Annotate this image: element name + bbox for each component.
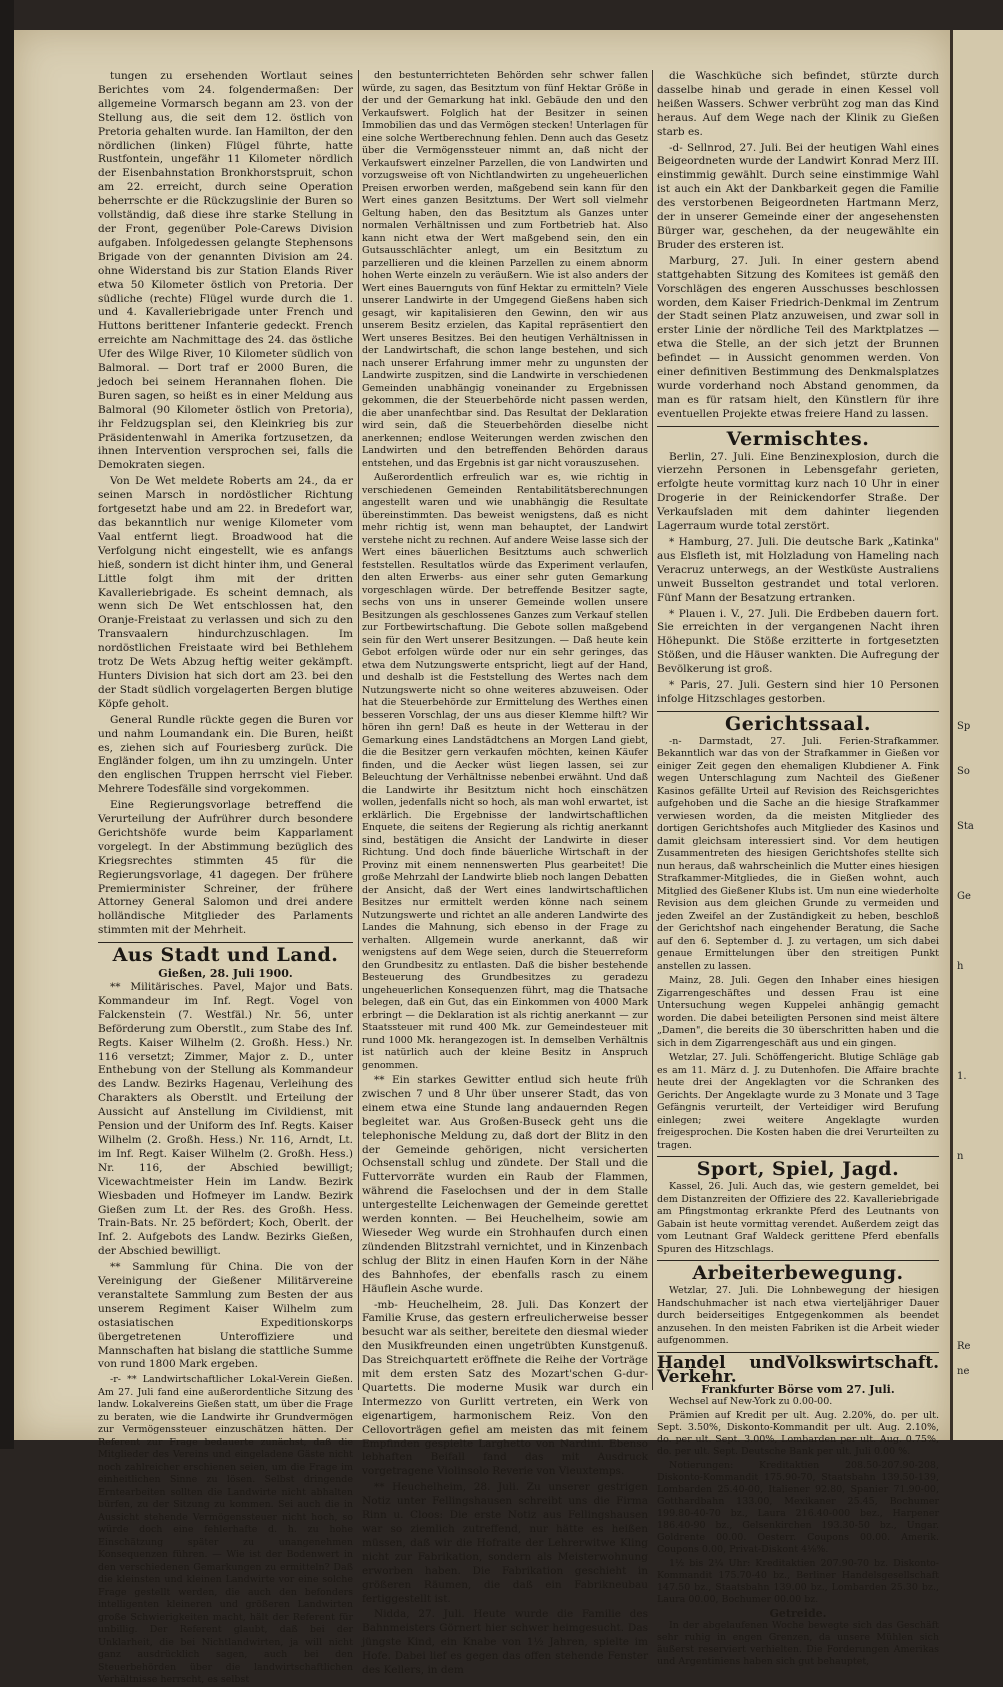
bourse-line: 1½ bis 2¼ Uhr: Kreditaktien 207.90-70 bz. Diskonto-Kommandit 175.70-40 bz., Berliner Handelsgesellschaft 147.50 bz., Staatsbahn 139.00 bz., Lombarden 25.30 bz., Laura 00.00, Bochumer 00.00 bz. bbox=[657, 1558, 939, 1606]
news-item: Mainz, 28. Juli. Gegen den Inhaber eines hiesigen Zigarrengeschäftes und dessen Frau ist eine Untersuchung wegen Kuppelei anhängig gemacht worden. Die dabei beteiligten Personen sind meist ältere „Damen", die bereits die 30 überschritten haben und die sich in dem Zigarrengeschäft aus und ein gingen. bbox=[657, 975, 939, 1049]
section-divider bbox=[657, 426, 939, 427]
bourse-report bbox=[657, 1384, 939, 1668]
section-divider bbox=[98, 942, 353, 943]
paragraph: -r- ** Landwirtschaftlicher Lokal-Verein Gießen. Am 27. Juli fand eine außerordentliche Sitzung des landw. Lokalvereins Gießen statt, um über die Frage zu beraten, wie die Landwirte ihr Grundvermögen zur Vermögenssteuer einzuschätzen hätten. Der Referent zur Frage bedauerte zunächst, daß die Mitglieder des Vereins und eingeladene Gäste nicht noch zahlreicher erschienen seien, um die Frage im einheitlichen Sinne zu lösen. Selbst dringende Erntearbeiten sollten die Landwirte nicht abhalten bürfen, zu der Sitzung zu kommen. Sei auch die in Aussicht stehende Vermögenssteuer nicht hoch, so würde doch eine fehlerhafte d. h. zu hohe Einschätzung später zu unangenehmen Konsequenzen führen. — Wie ist der Bodenwert in den verschiedenen Gemarkungen zu ermitteln? Daß die kleinsten und kleinen Landwirte vor eine solche Frage gestellt werden, die auch den befonders intelligenten kleineren und größeren Landwirten große Schwierigkeiten macht, hält der Referent für unbillig. Der Referent glaubt, daß bei der Unklarheit, die bei Nichtlandwirten, ja will nicht ganz ausdrücklich sagen, auch bei den Steuerbehörden über die landwirtschaftlichen Verhältnisse herrscht, es selbst bbox=[98, 1374, 353, 1686]
paragraph: Von De Wet meldete Roberts am 24., da er seinen Marsch in nordöstlicher Richtung fortgesetzt habe und am 22. in Bredefort war, das bekanntlich nur wenige Kilometer vom Vaal entfernt liegt. Broadwood hat die Verfolgung nicht eingestellt, wie es anfangs hieß, sondern ist dicht hinter ihm, und General Little folgt ihm mit der dritten Kavalleriebrigade. Es scheint demnach, als wenn sich De Wet entschlossen hat, den Oranje-Freistaat zu verlassen und sich zu den Transvaalern hindurchzuschlagen. Im nordöstlichen Freistaate wird bei Bethlehem trotz De Wets Abzug heftig weiter gekämpft. Hunters Division hat sich dort am 23. bei den der Stadt südlich vorgelagerten Bergen blutige Köpfe geholt. bbox=[98, 475, 353, 710]
adjacent-page-text-fragment: 1. bbox=[957, 1071, 967, 1082]
paragraph: die Waschküche sich befindet, stürzte durch dasselbe hinab und gerade in einen Kessel voll heißen Wassers. Schwer verbrüht zog man das Kind heraus. Auf dem Wege nach der Klinik zu Gießen starb es. bbox=[657, 70, 939, 138]
section-heading-arbeiterbewegung: Arbeiterbewegung. bbox=[692, 1262, 904, 1285]
paragraph: ** Ein starkes Gewitter entlud sich heute früh zwischen 7 und 8 Uhr über unserer Stadt, das von einem etwa eine Stunde lang andauernden Regen begleitet war. Aus Großen-Buseck geht uns die telephonische Meldung zu, daß dort der Blitz in den der Gemeinde gehörigen, nicht versicherten Ochsenstall schlug und zündete. Der Stall und die Futtervorräte wurden ein Raub der Flammen, während die Faselochsen und der in dem Stalle untergestellte Leichenwagen der Gemeinde gerettet werden konnten. — Bei Heuchelheim, sowie am Wieseder Weg wurde ein Strohhaufen durch einen zündenden Blitzstrahl vernichtet, und in Kinzenbach schlug der Blitz in einen Haufen Korn in der Nähe des Bahnhofes, der ebenfalls rasch zu einem Häuflein Asche wurde. bbox=[362, 1074, 648, 1295]
paragraph: den bestunterrichteten Behörden sehr schwer fallen würde, zu sagen, das Besitztum von fünf Hektar Größe in der und der Gemarkung hat inkl. Gebäude den und den Verkaufswert. Folglich hat der Besitzer in seinen Immobilien das und das Vermögen stecken! Unterlagen für eine solche Wertberechnung fehlen. Denn auch das Gesetz über die Vermögenssteuer nimmt an, daß nicht der Verkaufswert einzelner Parzellen, die von Landwirten und vorzugsweise oft von Nichtlandwirten zu ungeheuerlichen Preisen erworben werden, maßgebend sein kann für den Wert eines ganzen Besitztums. Der Wert soll vielmehr Geltung haben, den das Besitztum als Ganzes unter normalen Verhältnissen und zum Fortbetrieb hat. Also kann nicht etwa der Wert maßgebend sein, den ein Gutsausschlächter anlegt, um ein Besitztum zu parzellieren und die kleinen Parzellen zu einem abnorm hohen Werte einzeln zu veräußern. Wie ist also anders der Wert eines Bauernguts von fünf Hektar zu ermitteln? Viele unserer Landwirte in der Umgegend Gießens haben sich gesagt, wir kapitalisieren den Gewinn, den wir aus unserem Besitz erzielen, das Kapital repräsentiert den Wert unseres Besitzes. Bei den heutigen Verhältnissen in der Landwirtschaft, die schon lange bestehen, und sich nach unserer Erfahrung immer mehr zu ungunsten der Landwirte zuspitzen, sind die Landwirte in verschiedenen Gemeinden unabhängig voneinander zu Ergebnissen gekommen, die der Steuerbehörde nicht passen werden, die aber unanfechtbar sind. Das Resultat der Deklaration wird sein, daß die Steuerbehörden dieselbe nicht anerkennen; endlose Weiterungen werden zwischen den Landwirten und den betreffenden Behörden daraus entstehen, und das Ergebnis ist gar nicht vorauszusehen. bbox=[362, 70, 648, 469]
column-2 bbox=[362, 70, 648, 1677]
heading-volkswirtschaft: Volkswirtschaft. bbox=[785, 1352, 939, 1373]
getreide-heading: Getreide. bbox=[769, 1607, 827, 1621]
section-heading-sport: Sport, Spiel, Jagd. bbox=[696, 1158, 900, 1181]
section-heading-handel bbox=[657, 1352, 939, 1387]
adjacent-page-text-fragment: ne bbox=[957, 1366, 970, 1377]
paragraph: ** Sammlung für China. Die von der Vereinigung der Gießener Militärvereine veranstaltete Sammlung zum Besten der aus unserem Regiment Kaiser Wilhelm zum ostasiatischen Expeditionskorps übergetretenen Unteroffiziere und Mannschaften hat bislang die stattliche Summe von rund 1800 Mark ergeben. bbox=[98, 1261, 353, 1371]
bourse-line: Wechsel auf New-York zu 0.00-00. bbox=[669, 1396, 833, 1408]
dateline: Gießen, 28. Juli 1900. bbox=[158, 967, 293, 981]
getreide-text: In der abgelaufenen Woche bewegte sich das Geschäft sehr ruhig in engen Grenzen, da unsere Mühlen sich äußerst reserviert verhielten. Die Forderungen Amerikas und Argentiniens haben sich gut behauptet, bbox=[657, 1620, 939, 1668]
column-rule bbox=[652, 70, 653, 1390]
section-divider bbox=[657, 1156, 939, 1157]
adjacent-page-edge bbox=[950, 30, 1003, 1440]
news-item: Wetzlar, 27. Juli. Schöffengericht. Blutige Schläge gab es am 11. März d. J. zu Dutenhofen. Die Affaire brachte heute drei der Angeklagten vor die Schranken des Gerichts. Der Angeklagte wurde zu 3 Monate und 3 Tage Gefängnis verurteilt, der Verteidiger wird Berufung einlegen; zwei weitere Angeklagte wurden freigesprochen. Die Kosten haben die drei Verurteilten zu tragen. bbox=[657, 1052, 939, 1151]
adjacent-page-text-fragment: Re bbox=[957, 1341, 971, 1352]
paragraph: ** Militärisches. Pavel, Major und Bats. Kommandeur im Inf. Regt. Vogel von Falckenstein (7. Westfäl.) Nr. 56, unter Beförderung zum Oberstlt., zum Stabe des Inf. Regts. Kaiser Wilhelm (2. Großh. Hess.) Nr. 116 versetzt; Zimmer, Major z. D., unter Enthebung von der Stellung als Kommandeur des Landw. Bezirks Hagenau, Verleihung des Charakters als Oberstlt. und Erteilung der Aussicht auf Anstellung im Civildienst, mit Pension und der Uniform des Inf. Regts. Kaiser Wilhelm (2. Großh. Hess.) Nr. 116, Arndt, Lt. im Inf. Regt. Kaiser Wilhelm (2. Großh. Hess.) Nr. 116, der Abschied bewilligt; Vicewachtmeister Hein im Landw. Bezirk Wiesbaden und Hofmeyer im Landw. Bezirk Gießen zum Lt. der Res. des Großh. Hess. Train-Bats. Nr. 25 befördert; Koch, Oberlt. der Inf. 2. Aufgebots des Landw. Bezirks Gießen, der Abschied bewilligt. bbox=[98, 981, 353, 1258]
news-item: Kassel, 26. Juli. Auch das, wie gestern gemeldet, bei dem Distanzreiten der Offiziere des 22. Kavalleriebrigade am Pfingstmontag erkrankte Pferd des Leutnants von Gabain ist heute vormittag verendet. Außerdem zeigt das vom Leutnant Graf Waldeck gerittene Pferd ebenfalls Spuren des Hitzschlags. bbox=[657, 1181, 939, 1255]
news-item: * Plauen i. V., 27. Juli. Die Erdbeben dauern fort. Sie erreichten in der vergangenen Nacht ihren Höhepunkt. Die Stöße erzitterte in fortgesetzten Stößen, und die Häuser wankten. Die Aufregung der Bevölkerung ist groß. bbox=[657, 607, 939, 676]
adjacent-page-text-fragment: So bbox=[957, 766, 970, 777]
paragraph: -mb- Heuchelheim, 28. Juli. Das Konzert der Familie Kruse, das gestern erfreulicherweise besser besucht war als seither, bereitete den diesmal wieder den Musikfreunden einen ungetrübten Kunstgenuß. Das Streichquartett eröffnete die Reihe der Vorträge mit dem ersten Satz des Mozart'schen G-dur-Quartetts. Die moderne Musik war durch ein Intermezzo von Gurlitt vertreten, ein Werk von eigenartigem, harmonischem Reiz. Von den Cellovorträgen gefiel am meisten das mit feinem Empfinden gespielte Larghetto von Nardini. Ebenso lebhaften Beifall fand das mit Ausdruck vorgetragene Violinsolo Reverie von Vieuxtemps. bbox=[362, 1298, 648, 1478]
adjacent-page-text-fragment: Ge bbox=[957, 891, 971, 902]
column-3 bbox=[657, 70, 939, 1668]
adjacent-page-text-fragment: Sta bbox=[957, 821, 974, 832]
news-item: -n- Darmstadt, 27. Juli. Ferien-Strafkammer. Bekanntlich war das von der Strafkammer in Gießen vor einiger Zeit gegen den ehemaligen Klubdiener A. Fink wegen Unterschlagung zum Nachteil des Gießener Kasinos gefällte Urteil auf Revision des Reichsgerichtes aufgehoben und die Sache an die hiesige Strafkammer verwiesen worden, da die meisten Mitglieder des dortigen Gerichtshofes auch Mitglieder des Kasinos und damit gleichsam interessiert sind. Vor dem heutigen Zusammentreten des hiesigen Gerichtshofes stellte sich nun heraus, daß wahrscheinlich die Mutter eines hiesigen Strafkammer-Mitgliedes, die in Gießen wohnt, auch Mitglied des Gießener Klubs ist. Um nun eine wiederholte Revision aus dem gleichen Grunde zu vermeiden und jeden Zweifel an der Zuständigkeit zu heben, beschloß der Gerichtshof nach eingehender Beratung, die Sache auf den 6. September d. J. zu vertagen, um sich dabei genaue Ermittelungen über den streitigen Punkt anstellen zu lassen. bbox=[657, 735, 939, 972]
section-heading-gerichtssaal: Gerichtssaal. bbox=[724, 712, 872, 735]
heading-handel-verkehr: Handel und Verkehr. bbox=[657, 1352, 786, 1387]
paragraph: Nidda, 27. Juli. Heute wurde die Familie des Bahnmeisters Görnert hier schwer heimgesucht. Das jüngste Kind, ein Knabe von 1½ Jahren, spielte im Hofe. Dabei lief es gegen das offen stehende Fenster des Kellers, in dem bbox=[362, 1608, 648, 1677]
news-item: Wetzlar, 27. Juli. Die Lohnbewegung der hiesigen Handschuhmacher ist nach etwa vierteljähriger Dauer durch beiderseitiges Entgegenkommen als beendet anzusehen. In den meisten Fabriken ist die Arbeit wieder aufgenommen. bbox=[657, 1285, 939, 1347]
section-heading-vermischtes: Vermischtes. bbox=[726, 427, 870, 450]
section-heading-stadt-land: Aus Stadt und Land. bbox=[112, 944, 339, 967]
bourse-title: Frankfurter Börse vom 27. Juli. bbox=[701, 1383, 895, 1397]
paragraph: -d- Sellnrod, 27. Juli. Bei der heutigen Wahl eines Beigeordneten wurde der Landwirt Konrad Merz III. einstimmig gewählt. Durch seine einstimmige Wahl ist auch ein Akt der Dankbarkeit gegen die Familie des verstorbenen Beigeordneten Hartmann Merz, der in unserer Gemeinde einer der angesehensten Bürger war, geschehen, da der neugewählte ein Bruder des ersteren ist. bbox=[657, 141, 939, 251]
adjacent-page-text-fragment: Sp bbox=[957, 721, 971, 732]
paragraph: Eine Regierungsvorlage betreffend die Verurteilung der Aufrührer durch besondere Gerichtshöfe wurde beim Kapparlament vorgelegt. In der Abstimmung bezüglich des Kriegsrechtes stimmten 45 für die Regierungsvorlage, 41 dagegen. Der frühere Premierminister Schreiner, der frühere Attorney General Salomon und drei andere holländische Mitglieder des Parlaments stimmten mit der Mehrheit. bbox=[98, 799, 353, 937]
paragraph: Marburg, 27. Juli. In einer gestern abend stattgehabten Sitzung des Komitees ist gemäß den Vorschlägen des engeren Ausschusses beschlossen worden, dem Kaiser Friedrich-Denkmal im Zentrum der Stadt seinen Platz anzuweisen, und zwar soll in erster Linie der nördliche Teil des Marktplatzes — etwa die Stelle, an der sich jetzt der Brunnen befindet — in Aussicht genommen werden. Von einer definitiven Bestimmung des Denkmalsplatzes wurde vorderhand noch Abstand genommen, da man es für ratsam hielt, den Künstlern für ihre eventuellen Projekte etwas freiere Hand zu lassen. bbox=[657, 254, 939, 420]
paragraph: General Rundle rückte gegen die Buren vor und nahm Loumandank ein. Die Buren, heißt es, ziehen sich auf Fouriesberg zurück. Die Engländer folgen, um ihn zu umzingeln. Unter den englischen Truppen herrscht viel Fieber. Mehrere Todesfälle sind vorgekommen. bbox=[98, 713, 353, 796]
section-divider bbox=[657, 711, 939, 712]
adjacent-page-text-fragment: h bbox=[957, 961, 964, 972]
paragraph: Außerordentlich erfreulich war es, wie richtig in verschiedenen Gemeinden Rentabilitätsberechnungen angestellt waren und wie unabhängig die Resultate übereinstimmten. Das beweist wenigstens, daß es nicht mehr richtig ist, wenn man behauptet, der Landwirt verstehe nicht zu rechnen. Auf andere Weise lasse sich der Wert eines bäuerlichen Besitztums auch schwerlich feststellen. Resultatlos würde das Experiment verlaufen, den alten Erwerbs- aus einer sehr guten Gemarkung vorgeschlagen würde. Der betreffende Besitzer sagte, sechs von uns in unserer Gemeinde wollen unsere Besitzungen als geschlossenes Ganzes zum Verkauf stellen zur Fortbewirtschaftung. Die Gebote sollen maßgebend sein für den Wert unserer Besitzungen. — Daß heute kein Gebot erfolgen würde oder nur ein sehr geringes, das etwa dem Nutzungswerte entspricht, liegt auf der Hand, und deshalb ist die Feststellung des Wertes nach dem Nutzungswerte nicht so ohne weiteres abzuweisen. Oder hat die Steuerbehörde zur Ermittelung des Werthes einen besseren Vorschlag, der uns aus dieser Klemme hilft? Wir hören ihn gern! Daß es heute in der Wetterau in der Gemarkung eines Landstädtchens an Morgen Land giebt, die die Besitzer gern verkaufen möchten, keinen Käufer finden, und die Aecker wüst liegen lassen, sei zur Beleuchtung der Verhältnisse nebenbei erwähnt. Und daß die Landwirte ihr Besitztum nicht hoch einschätzen wollen, jedenfalls nicht so hoch, als man wohl erwartet, ist erklärlich. Die Ergebnisse der landwirtschaftlichen Enquete, die seitens der Regierung als richtig anerkannt sind, bestätigen die Ansicht der Landwirte in dieser Richtung. Und doch finde bäuerliche Wirtschaft in der Provinz mit einem nennenswerten Plus gearbeitet! Die große Mehrzahl der Landwirte blieb noch langen Debatten der Ansicht, daß der Wert eines landwirtschaftlichen Besitzes nur ermittelt werden könne nach seinem Nutzungswerte und richtet an alle anderen Landwirte des Landes die Mahnung, sich ebenso in der Frage zu verhalten. Allgemein wurde anerkannt, daß wir wenigstens auf dem Wege seien, durch die Steuerreform den Grundbesitz zu entlasten. Daß die bisher bestehende Besteuerung des Grundbesitzes zu geradezu ungeheuerlichen Konsequenzen führt, mag die Thatsache belegen, daß ein Gut, das ein Einkommen von 4000 Mark erbringt — die Deklaration ist als richtig anerkannt — zur Staatssteuer mit rund 400 Mk. zur Gemeindesteuer mit rund 1000 Mk. herangezogen ist. In demselben Verhältnis ist natürlich auch der kleine Besitz in Anspruch genommen. bbox=[362, 472, 648, 1071]
scan-binding-edge bbox=[0, 0, 14, 1449]
adjacent-page-text-fragment: n bbox=[957, 1151, 964, 1162]
column-rule bbox=[358, 70, 359, 1390]
section-divider bbox=[657, 1260, 939, 1261]
news-item: * Paris, 27. Juli. Gestern sind hier 10 Personen infolge Hitzschlages gestorben. bbox=[657, 679, 939, 705]
paragraph: tungen zu ersehenden Wortlaut seines Berichtes vom 24. folgendermaßen: Der allgemeine Vormarsch begann am 23. von der Stellung aus, die seit dem 12. östlich von Pretoria gehalten wurde. Ian Hamilton, der den nördlichen (linken) Flügel führte, hatte Rustfontein, ungefähr 11 Kilometer nördlich der Eisenbahnstation Bronkhorstspruit, schon am 22. erreicht, durch seine Operation beherrschte er die Rückzugslinie der Buren so vollständig, daß diese ihre starke Stellung in der Front, gegenüber Pole-Carews Division aufgaben. Infolgedessen gelangte Stephensons Brigade von der genannten Division am 24. ohne Widerstand bis zur Station Elands River etwa 50 Kilometer östlich von Pretoria. Der südliche (rechte) Flügel wurde durch die 1. und 4. Kavalleriebrigade unter French und Huttons berittener Infanterie gedeckt. French erreichte am Nachmittage des 24. das östliche Ufer des Wilge River, 10 Kilometer südlich von Balmoral. — Dort traf er 2000 Buren, die jedoch bei seinem Herannahen flohen. Die Buren sagen, so heißt es in einer Meldung aus Balmoral (90 Kilometer östlich von Pretoria), ihr Feldzugsplan sei, den Kleinkrieg bis zur Präsidentenwahl in Amerika fortzusetzen, da ihnen Intervention versprochen sei, falls die Demokraten siegen. bbox=[98, 70, 353, 472]
news-item: * Hamburg, 27. Juli. Die deutsche Bark „Katinka" aus Elsfleth ist, mit Holzladung von Hameling nach Veracruz unterwegs, an der Westküste Australiens unweit Busselton gestrandet und total verloren. Fünf Mann der Besatzung ertranken. bbox=[657, 536, 939, 604]
bourse-line: Prämien auf Kredit per ult. Aug. 2.20%, do. per ult. Sept. 3.50%, Diskonto-Kommandit per ult. Aug. 2.10%, do. per ult. Sept. 3.00%, Lombarden per ult. Aug. 0.75%, do. per ult. Sept. Deutsche Bank per ult. Juli 0.00 %. bbox=[657, 1410, 939, 1458]
bourse-line: Notierungen: Kreditaktien 208.50-207.90-208, Diskonto-Kommandit 175.90-70, Staatsbahn 139.50-139, Lombarden 25.40-00, Italiener 92.80, Spanier 71.90-00, Gotthardbahn 133.00, Mexikaner 25.45, Bochumer 199.80-40-70 bz., Laura 216.40-000 bez., Harpener 186.40-90 bz., Gelsenkirchen 193.30-50 bz., Ungar. Goldrente 00.00. Oesterr. Coupons 00.00. Amerik. Coupons 0.00, Privat-Diskont 4⅛%. bbox=[657, 1460, 939, 1556]
news-item: Berlin, 27. Juli. Eine Benzinexplosion, durch die vierzehn Personen in Lebensgefahr gerieten, erfolgte heute vormittag kurz nach 10 Uhr in einer Drogerie in der Reinickendorfer Straße. Der Verkaufsladen mit dem dahinter liegenden Lagerraum wurde total zerstört. bbox=[657, 450, 939, 533]
paragraph: ** Heuchelheim, 28. Juli. Zu unserer gestrigen Notiz unter Fellingshausen schreibt uns die Firma Rinn u. Cloos: Die erste Notiz aus Fellingshausen war so ziemlich zutreffend, nur hätte es heißen müssen, daß wir die Hofraite der Lehrerwitwe Kling nicht zur Fabrikation, sondern als Meisterwohnung erworben haben. Die Fabrikation geschieht in größeren Räumen, die daß ein Fabrikneubau fertiggestellt ist. bbox=[362, 1481, 648, 1605]
column-1 bbox=[98, 70, 353, 1686]
